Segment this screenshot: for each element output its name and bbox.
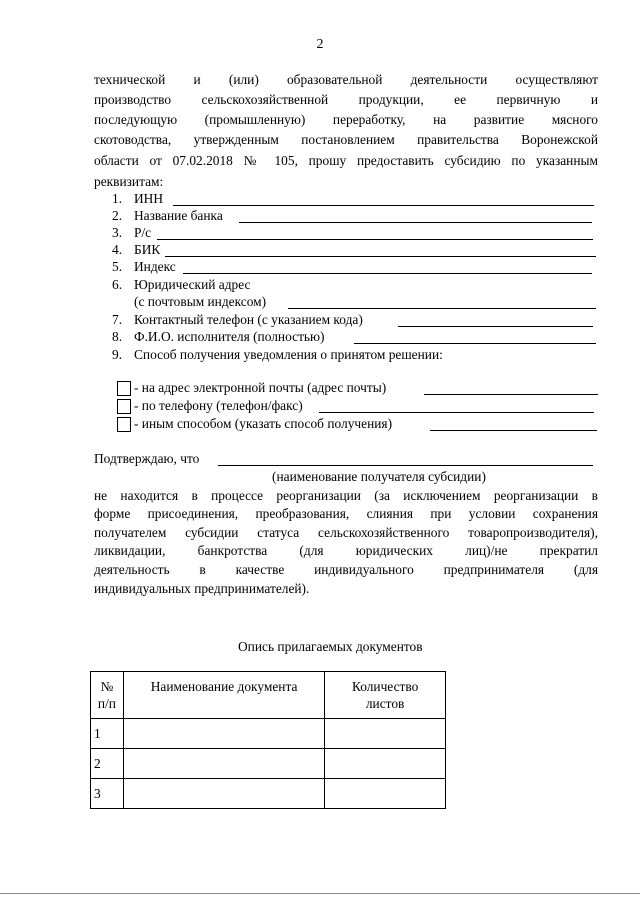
intro-last-line: реквизитам:	[94, 174, 164, 189]
sheet-count-cell[interactable]	[325, 779, 446, 809]
header-sheet-count: Количество листов	[325, 672, 446, 719]
header-document-name: Наименование документа	[123, 672, 324, 719]
requisite-number: 5.	[112, 259, 123, 274]
notification-checkbox[interactable]	[117, 399, 131, 414]
notification-checkbox[interactable]	[117, 417, 131, 432]
requisite-label: (с почтовым индексом)	[134, 294, 267, 309]
body-line: деятельность в качестве индивидуального предпринимателя (для	[94, 562, 598, 577]
document-name-cell[interactable]	[123, 779, 324, 809]
requisite-label: Р/с	[134, 225, 152, 240]
page-number: 2	[316, 37, 324, 52]
requisite-number: 1.	[112, 191, 123, 206]
requisite-number: 3.	[112, 225, 123, 240]
notification-option-field[interactable]	[424, 394, 598, 395]
table-row	[91, 719, 446, 749]
requisite-number: 7.	[112, 312, 123, 327]
row-number: 2	[91, 749, 124, 779]
requisite-number: 6.	[112, 277, 123, 292]
requisite-number: 9.	[112, 347, 123, 362]
table-header-row	[91, 672, 446, 719]
documents-title: Опись прилагаемых документов	[238, 639, 423, 654]
notification-option-field[interactable]	[430, 430, 597, 431]
requisite-label: ИНН	[134, 191, 164, 206]
requisite-field[interactable]	[165, 256, 596, 257]
notification-checkbox[interactable]	[117, 381, 131, 396]
requisite-number: 4.	[112, 242, 123, 257]
documents-table	[90, 671, 446, 809]
body-last-line: индивидуальных предпринимателей).	[94, 581, 310, 596]
requisite-label: Индекс	[134, 259, 176, 274]
recipient-name-field[interactable]	[218, 465, 593, 466]
table-row	[91, 779, 446, 809]
notification-option-label: - на адрес электронной почты (адрес почты)	[134, 380, 387, 395]
requisite-label: Контактный телефон (с указанием кода)	[134, 312, 363, 327]
body-line: не находится в процессе реорганизации (за исключением реорганизации в	[94, 488, 598, 503]
body-line: форме присоединения, преобразования, слияния при условии сохранения	[94, 506, 598, 521]
notification-option-label: - иным способом (указать способ получения)	[134, 416, 393, 431]
notification-option-field[interactable]	[319, 412, 594, 413]
sheet-count-cell[interactable]	[325, 719, 446, 749]
header-number: № п/п	[91, 672, 124, 719]
requisite-field[interactable]	[183, 273, 592, 274]
intro-line: технической и (или) образовательной деятельности осуществляют	[94, 72, 598, 87]
requisite-field[interactable]	[288, 308, 596, 309]
confirm-label: Подтверждаю, что	[94, 451, 200, 466]
row-number: 1	[91, 719, 124, 749]
sheet-count-cell[interactable]	[325, 749, 446, 779]
requisite-field[interactable]	[157, 239, 593, 240]
intro-line: области от 07.02.2018 № 105, прошу предоставить субсидию по указанным	[94, 153, 598, 168]
requisite-label: Ф.И.О. исполнителя (полностью)	[134, 329, 325, 344]
body-line: получателем субсидии статуса сельскохозяйственного товаропроизводителя),	[94, 525, 598, 540]
requisite-number: 2.	[112, 208, 123, 223]
requisite-label: Название банка	[134, 208, 223, 223]
document-name-cell[interactable]	[123, 719, 324, 749]
body-line: ликвидации, банкротства (для юридических лиц)/не прекратил	[94, 543, 598, 558]
document-name-cell[interactable]	[123, 749, 324, 779]
requisite-label: БИК	[134, 242, 161, 257]
recipient-name-caption: (наименование получателя субсидии)	[272, 469, 486, 484]
intro-line: последующую (промышленную) переработку, на развитие мясного	[94, 112, 598, 127]
requisite-field[interactable]	[173, 205, 594, 206]
table-row	[91, 749, 446, 779]
intro-line: производство сельскохозяйственной продукции, ее первичную и	[94, 92, 598, 107]
requisite-field[interactable]	[354, 343, 596, 344]
requisite-label: Юридический адрес	[134, 277, 251, 292]
requisite-field[interactable]	[398, 326, 593, 327]
requisite-field[interactable]	[239, 222, 592, 223]
page-bottom-rule	[0, 893, 640, 894]
requisite-number: 8.	[112, 329, 123, 344]
requisite-label: Способ получения уведомления о принятом решении:	[134, 347, 443, 362]
intro-line: скотоводства, утвержденным постановлением правительства Воронежской	[94, 132, 598, 147]
notification-option-label: - по телефону (телефон/факс)	[134, 398, 303, 413]
row-number: 3	[91, 779, 124, 809]
